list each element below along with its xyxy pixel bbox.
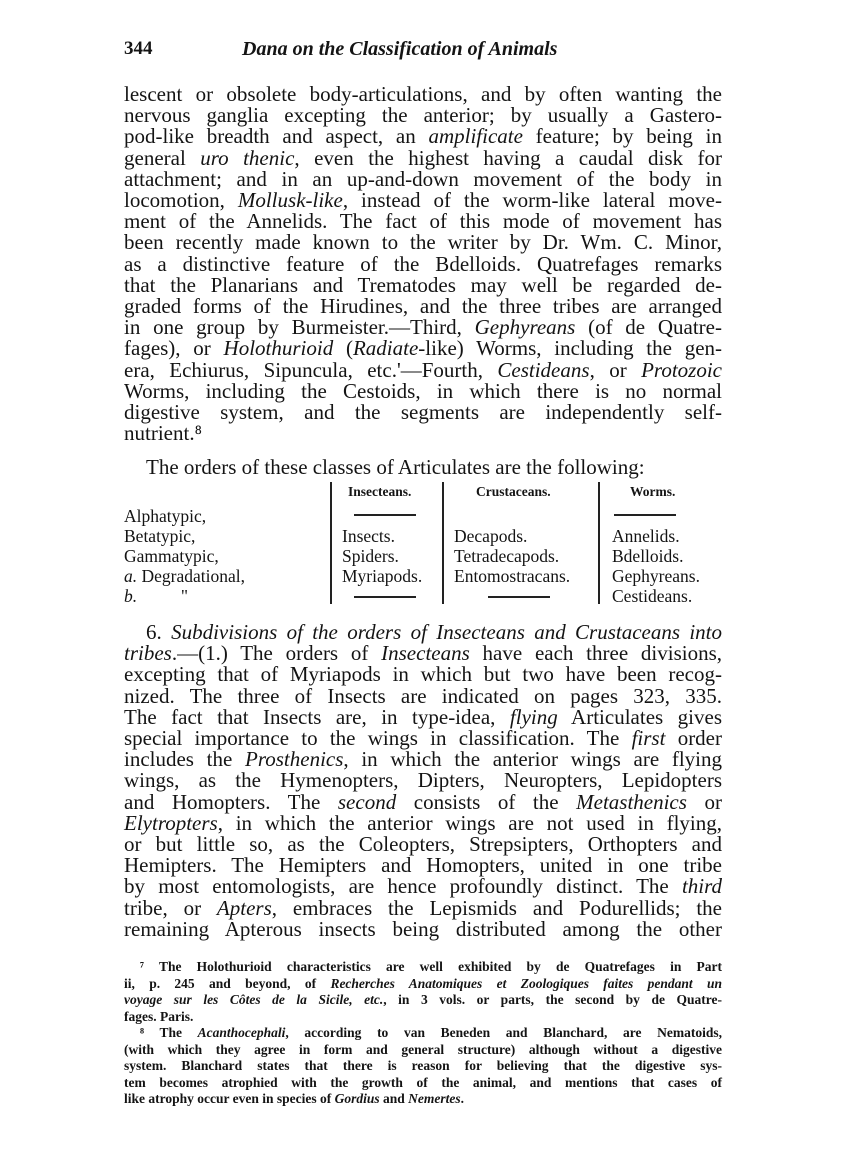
- italic-text: first: [631, 726, 666, 750]
- text-line: in one group by Burmeister.—Third, Gephyreans (of de Quatre-: [124, 315, 722, 340]
- table-cell: Insects.: [342, 526, 395, 546]
- text-line: nervous ganglia excepting the anterior; by usually a Gastero-: [124, 103, 722, 128]
- table-row-label: Betatypic,: [124, 526, 196, 546]
- footnote-line: like atrophy occur even in species of Gordius and Nemertes.: [124, 1091, 465, 1106]
- italic-text: Elytropters: [124, 810, 218, 835]
- italic-text: Nemertes: [408, 1091, 461, 1106]
- italic-text: Mollusk-like: [237, 188, 343, 212]
- italic-text: a.: [124, 566, 138, 586]
- italic-text: Subdivisions of the orders of Insecteans and Crustaceans into: [171, 620, 723, 644]
- footnote-line: ⁷ The Holothurioid characteristics are well exhibited by de Quatrefages in Part: [140, 959, 722, 974]
- table-divider: [598, 482, 600, 604]
- italic-text: b.: [124, 586, 138, 606]
- table-dash: [354, 596, 416, 598]
- italic-text: flying: [509, 704, 558, 729]
- text-line: or but little so, as the Coleopters, Strepsipters, Orthopters and: [124, 832, 722, 856]
- text-line: tribes.—(1.) The orders of Insecteans have each three divisions,: [124, 641, 723, 666]
- text-line: wings, as the Hymenopters, Dipters, Neuropters, Lepidopters: [124, 768, 722, 793]
- text-line: 6. Subdivisions of the orders of Insecteans and Crustaceans into: [146, 620, 723, 644]
- footnote-line: (with which they agree in form and general structure) although without a digestive: [124, 1041, 722, 1057]
- text-line: graded forms of the Hirudines, and the three tribes are arranged: [124, 294, 722, 318]
- text-line: Elytropters, in which the anterior wings are not used in flying,: [124, 810, 722, 835]
- text-line: as a distinctive feature of the Bdelloids. Quatrefages remarks: [124, 251, 722, 276]
- table-divider: [442, 482, 444, 604]
- text-line: Worms, including the Cestoids, in which there is no normal: [124, 378, 722, 403]
- column-header-worms: Worms.: [630, 484, 676, 499]
- text-line: nized. The three of Insects are indicated on pages 323, 335.: [124, 683, 722, 708]
- page-number: 344: [124, 38, 153, 59]
- table-dash: [488, 596, 550, 598]
- italic-text: tribes: [124, 641, 172, 666]
- footnote-line: system. Blanchard states that there is reason for believing that the digestive sys-: [124, 1058, 722, 1073]
- table-cell: Tetradecapods.: [454, 546, 560, 566]
- table-cell: Gephyreans.: [612, 566, 700, 586]
- table-cell: Myriapods.: [342, 566, 423, 586]
- table-cell: Bdelloids.: [612, 546, 684, 566]
- italic-text: Prosthenics: [245, 747, 344, 772]
- text-line: that the Planarians and Trematodes may well be regarded de-: [124, 272, 722, 297]
- text-line: remaining Apterous insects being distributed among the other: [124, 916, 722, 941]
- column-header-crustaceans: Crustaceans.: [476, 484, 551, 499]
- italic-text: uro thenic: [200, 145, 295, 170]
- table-row-label: b. ": [124, 586, 189, 606]
- text-line: special importance to the wings in classification. The first order: [124, 726, 722, 750]
- italic-text: Insecteans: [381, 641, 470, 666]
- text-line: been recently made known to the writer by Dr. Wm. C. Minor,: [124, 230, 722, 255]
- italic-text: Acanthocephali: [197, 1025, 286, 1040]
- text-line: digestive system, and the segments are independently self-: [124, 400, 722, 424]
- table-divider: [330, 482, 332, 604]
- column-header-insecteans: Insecteans.: [348, 484, 412, 499]
- text-line: tribe, or Apters, embraces the Lepismids and Podurellids; the: [124, 895, 722, 920]
- orders-table: [124, 482, 724, 612]
- text-line: ment of the Annelids. The fact of this mode of movement has: [124, 209, 722, 234]
- text-line: by most entomologists, are hence profoundly distinct. The third: [124, 874, 722, 899]
- table-cell: Decapods.: [454, 526, 528, 546]
- page-header: [124, 38, 724, 64]
- italic-text: amplificate: [428, 124, 523, 149]
- italic-text: Cestideans: [497, 357, 590, 382]
- table-cell: Entomostracans.: [454, 566, 571, 586]
- text-line: The fact that Insects are, in type-idea, flying Articulates gives: [124, 704, 722, 729]
- italic-text: Metasthenics: [576, 789, 687, 814]
- text-line: Hemipters. The Hemipters and Homopters, united in one tribe: [124, 853, 722, 878]
- table-cell: Spiders.: [342, 546, 399, 566]
- text-line: attachment; and in an up-and-down movement of the body in: [124, 166, 722, 191]
- table-dash: [354, 514, 416, 516]
- text-line: pod-like breadth and aspect, an amplificate feature; by being in: [124, 124, 722, 149]
- text-line: fages), or Holothurioid (Radiate-like) Worms, including the gen-: [124, 336, 723, 361]
- running-title: Dana on the Classification of Animals: [242, 38, 558, 60]
- text-line: and Homopters. The second consists of the Metasthenics or: [124, 789, 722, 814]
- footnote-line: voyage sur les Côtes de la Sicile, etc., in 3 vols. or parts, the second by de Quatre-: [124, 992, 722, 1007]
- table-row-label: Gammatypic,: [124, 546, 219, 566]
- orders-intro: The orders of these classes of Articulates are the following:: [146, 455, 645, 479]
- italic-text: third: [681, 874, 722, 899]
- text-line: includes the Prosthenics, in which the anterior wings are flying: [124, 747, 723, 772]
- footnote-line: ⁸ The Acanthocephali, according to van Beneden and Blanchard, are Nematoids,: [140, 1025, 723, 1040]
- italic-text: Gordius: [334, 1091, 380, 1106]
- text-line: locomotion, Mollusk-like, instead of the worm-like lateral move-: [124, 188, 722, 212]
- text-line: excepting that of Myriapods in which but two have been recog-: [124, 662, 722, 687]
- text-line: lescent or obsolete body-articulations, and by often wanting the: [124, 82, 722, 106]
- table-dash: [614, 514, 676, 516]
- italic-text: Recherches Anatomiques et Zoologiques faites pendant un: [330, 975, 722, 991]
- text-line: general uro thenic, even the highest having a caudal disk for: [124, 145, 722, 170]
- italic-text: Gephyreans: [474, 315, 576, 340]
- table-row-label: Alphatypic,: [124, 506, 207, 526]
- italic-text: Radiate: [352, 336, 419, 361]
- italic-text: voyage sur les Côtes de la Sicile, etc.: [124, 992, 384, 1007]
- table-cell: Cestideans.: [612, 586, 693, 606]
- footnote-line: fages. Paris.: [124, 1008, 194, 1024]
- italic-text: Protozoic: [641, 357, 722, 382]
- text-line: nutrient.⁸: [124, 421, 202, 446]
- table-cell: Annelids.: [612, 526, 680, 546]
- text-line: era, Echiurus, Sipuncula, etc.'—Fourth, Cestideans, or Protozoic: [124, 357, 722, 382]
- italic-text: Holothurioid: [223, 336, 334, 361]
- table-row-label: a. Degradational,: [124, 566, 245, 586]
- italic-text: second: [337, 789, 397, 814]
- footnote-line: tem becomes atrophied with the growth of the animal, and mentions that cases of: [124, 1074, 722, 1090]
- italic-text: Apters: [216, 895, 272, 920]
- footnote-line: ii, p. 245 and beyond, of Recherches Anatomiques et Zoologiques faites pendant un: [124, 975, 722, 991]
